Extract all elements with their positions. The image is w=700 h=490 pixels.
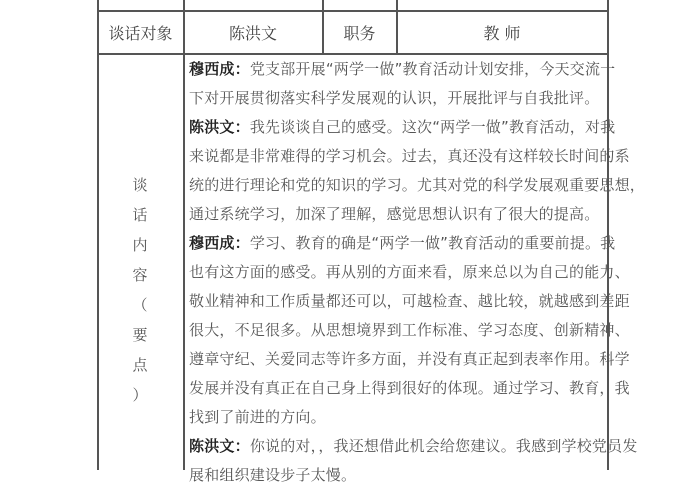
speech-text: 党支部开展“两学一做”教育活动计划安排，今天交流一 (249, 60, 616, 78)
content-line (189, 258, 630, 287)
speech-text: 展和组织建设步子太慢。 (189, 466, 357, 484)
content-line (189, 316, 630, 345)
content-line (189, 287, 630, 316)
content-line (189, 55, 616, 84)
side-label-char: 点 (132, 356, 148, 374)
speaker-name: 陈洪文： (189, 118, 250, 136)
speaker-name: 穆西成： (189, 234, 250, 252)
content-line (189, 345, 630, 374)
side-label-char: 内 (132, 236, 148, 254)
speech-text: 遵章守纪、关爱同志等许多方面，并没有真正起到表率作用。科学 (189, 350, 630, 368)
speaker-name: 穆西成： (189, 60, 250, 78)
content-line (189, 432, 638, 461)
label-position: 职务 (343, 23, 376, 43)
speech-text: 通过系统学习，加深了理解，感觉思想认识有了很大的提高。 (189, 205, 600, 223)
speech-text: 你说的对，，我还想借此机会给您建议。我感到学校党员发 (249, 437, 638, 455)
side-label-char: 要 (132, 326, 148, 344)
content-line (189, 142, 630, 171)
content-line (189, 229, 616, 258)
side-label-conversation-content (125, 170, 155, 410)
side-label-char: 谈 (132, 176, 148, 194)
table-border-col1 (183, 0, 185, 470)
content-line (189, 84, 604, 113)
side-label-char: 容 (132, 266, 148, 284)
speech-text: 也有这方面的感受。再从别的方面来看，原来总以为自己的能力、 (189, 263, 630, 281)
speech-text: 敬业精神和工作质量都还可以，可越检查、越比较，就越感到差距 (189, 292, 630, 310)
table-border-left (97, 0, 99, 470)
content-line (189, 113, 616, 142)
speech-text: 统的进行理论和党的知识的学习。尤其对党的科学发展观重要思想， (189, 176, 646, 194)
speech-text: 找到了前进的方向。 (189, 408, 326, 426)
content-line (189, 171, 646, 200)
content-line (189, 200, 604, 229)
side-label-char: （ (132, 296, 148, 314)
side-label-char: 话 (132, 206, 148, 224)
speech-text: 很大，不足很多。从思想境界到工作标准、学习态度、创新精神、 (189, 321, 630, 339)
content-line (189, 461, 604, 490)
conversation-content (189, 55, 646, 490)
speaker-name: 陈洪文： (189, 437, 250, 455)
content-line (189, 403, 604, 432)
speech-text: 学习、教育的确是“两学一做”教育活动的重要前提。我 (249, 234, 616, 252)
label-interviewee: 谈话对象 (108, 23, 173, 43)
content-line (189, 374, 630, 403)
speech-text: 我先谈谈自己的感受。这次“两学一做”教育活动，对我 (249, 118, 616, 136)
position-value: 教 师 (483, 23, 521, 43)
speech-text: 下对开展贯彻落实科学发展观的认识，开展批评与自我批评。 (189, 89, 600, 107)
interviewee-name: 陈洪文 (228, 23, 277, 43)
speech-text: 发展并没有真正在自己身上得到很好的体现。通过学习、教育，我 (189, 379, 630, 397)
speech-text: 来说都是非常难得的学习机会。过去，真还没有这样较长时间的系 (189, 147, 630, 165)
side-label-char: ） (132, 386, 148, 404)
